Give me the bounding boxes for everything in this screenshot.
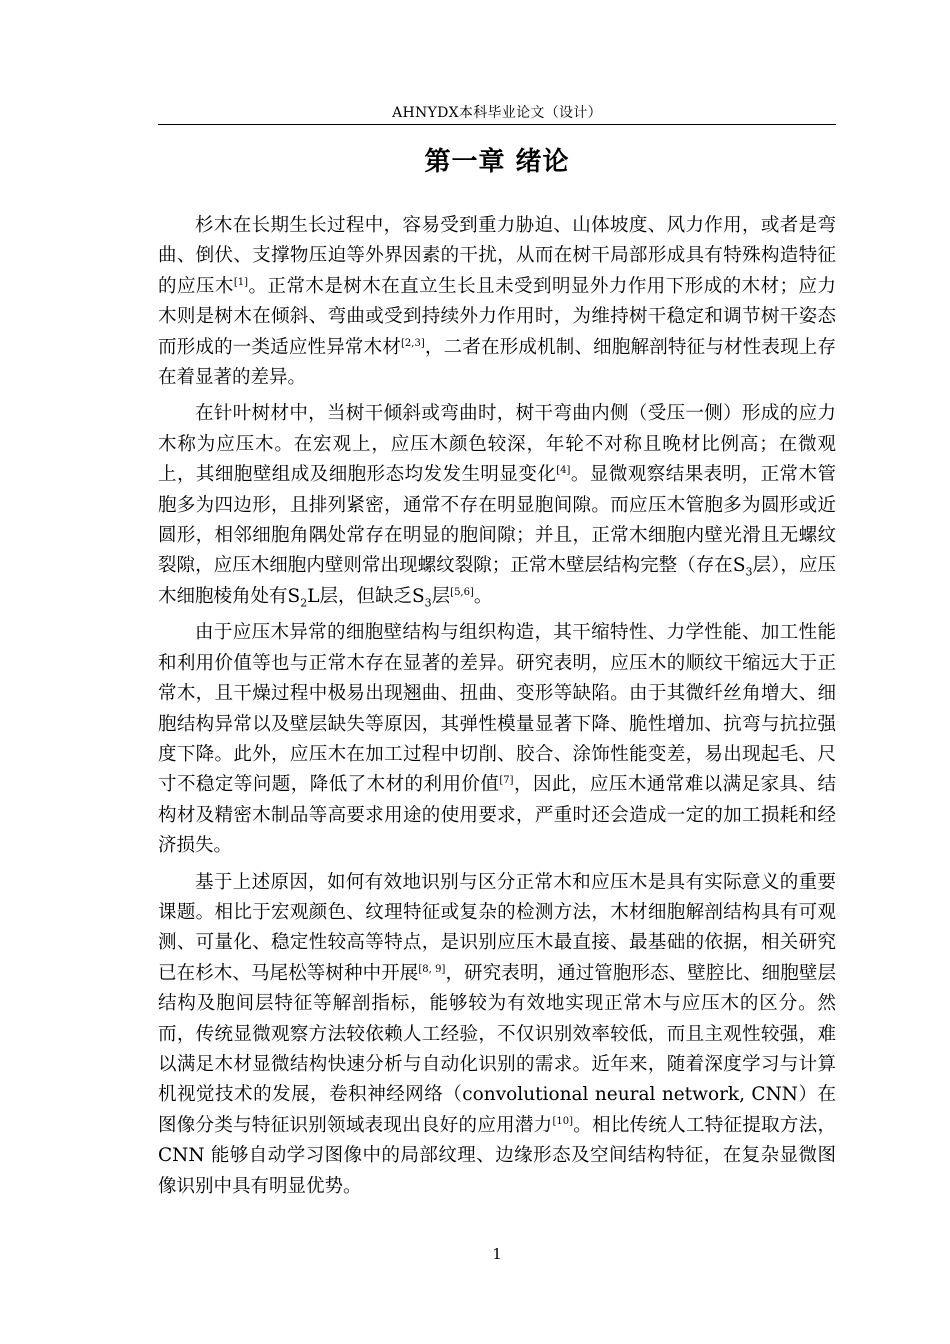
subscript: 3 [745,566,753,580]
body-text [158,211,836,1202]
text-run: ，因此，应压木通常难以满足家具、结构材及精密木制品等高要求用途的使用要求，严重时还会造成一定的加工损耗和经济损失。 [158,774,836,857]
text-run: 。正常木是树木在直立生长且未受到明显外力作用下形成的木材；应力木则是树木在倾斜、弯曲或受到持续外力作用时，为维持树干稳定和调节树干姿态而形成的一类适应性异常木材 [158,275,836,358]
text-run: 层），应压木细胞棱角处有S [158,555,836,607]
citation-ref: [8, 9] [418,963,446,975]
text-run: ，二者在形成机制、细胞解剖特征与材性表现上存在着显著的差异。 [158,336,836,389]
text-run: ，研究表明，通过管胞形态、壁腔比、细胞壁层结构及胞间层特征等解剖指标，能够较为有效地实现正常木与应压木的区分。然而，传统显微观察方法较依赖人工经验，不仅识别效率较低，而且主观性较强，难以满足木材显微结构快速分析与自动化识别的需求。近年来，随着深度学习与计算机视觉技术的发展，卷积神经网络（convolutional neural network, CNN）在图像分类与特征识别领域表现出良好的应用潜力 [158,962,836,1136]
text-run: 。相比传统人工特征提取方法，CNN 能够自动学习图像中的局部纹理、边缘形态及空间结构特征，在复杂显微图像识别中具有明显优势。 [158,1114,836,1197]
citation-ref: [2,3] [401,337,425,349]
page-number: 1 [492,1245,502,1263]
text-run: L层，但缺乏S [307,585,425,607]
text-run: 杉木在长期生长过程中，容易受到重力胁迫、山体坡度、风力作用，或者是弯曲、倒伏、支撑物压迫等外界因素的干扰，从而在树干局部形成具有特殊构造特征的应压木 [158,215,836,297]
text-run: 层 [431,585,451,607]
text-run: 基于上述原因，如何有效地识别与区分正常木和应压木是具有实际意义的重要课题。相比于宏观颜色、纹理特征或复杂的检测方法，木材细胞解剖结构具有可观测、可量化、稳定性较高等特点，是识别应压木最直接、最基础的依据，相关研究已在杉木、马尾松等树种中开展 [158,871,836,984]
subscript: 3 [424,596,432,610]
paragraph [158,399,836,612]
chapter-title: 第一章 绪论 [424,147,570,177]
citation-ref: [5,6] [450,586,474,598]
citation-ref: [10] [552,1115,573,1127]
citation-ref: [1] [233,276,249,288]
text-run: 由于应压木异常的细胞壁结构与组织构造，其干缩特性、力学性能、加工性能和利用价值等也与正常木存在显著的差异。研究表明，应压木的顺纹干缩远大于正常木，且干燥过程中极易出现翘曲、扭曲、变形等缺陷。由于其微纤丝角增大、细胞结构异常以及壁层缺失等原因，其弹性模量显著下降、脆性增加、抗弯与抗拉强度下降。此外，应压木在加工过程中切削、胶合、涂饰性能变差，易出现起毛、尺寸不稳定等问题，降低了木材的利用价值 [158,622,836,796]
text-run: 。显微观察结果表明，正常木管胞多为四边形，且排列紧密，通常不存在明显胞间隙。而应压木管胞多为圆形或近圆形，相邻细胞角隅处常存在明显的胞间隙；并且，正常木细胞内壁光滑且无螺纹裂隙，应压木细胞内壁则常出现螺纹裂隙；正常木壁层结构完整（存在S [158,464,836,577]
citation-ref: [4] [556,465,571,477]
subscript: 2 [300,596,308,610]
text-run: 。 [473,585,493,607]
citation-ref: [7] [499,775,514,787]
paragraph [158,211,836,393]
text-run: 在针叶树材中，当树干倾斜或弯曲时，树干弯曲内侧（受压一侧）形成的应力木称为应压木。在宏观上，应压木颜色较深，年轮不对称且晚材比例高；在微观上，其细胞壁组成及细胞形态均发发生明显变化 [158,403,836,486]
running-header: AHNYDX本科毕业论文（设计） [392,105,602,121]
paragraph [158,868,836,1202]
header-rule [158,124,836,125]
paragraph [158,618,836,861]
